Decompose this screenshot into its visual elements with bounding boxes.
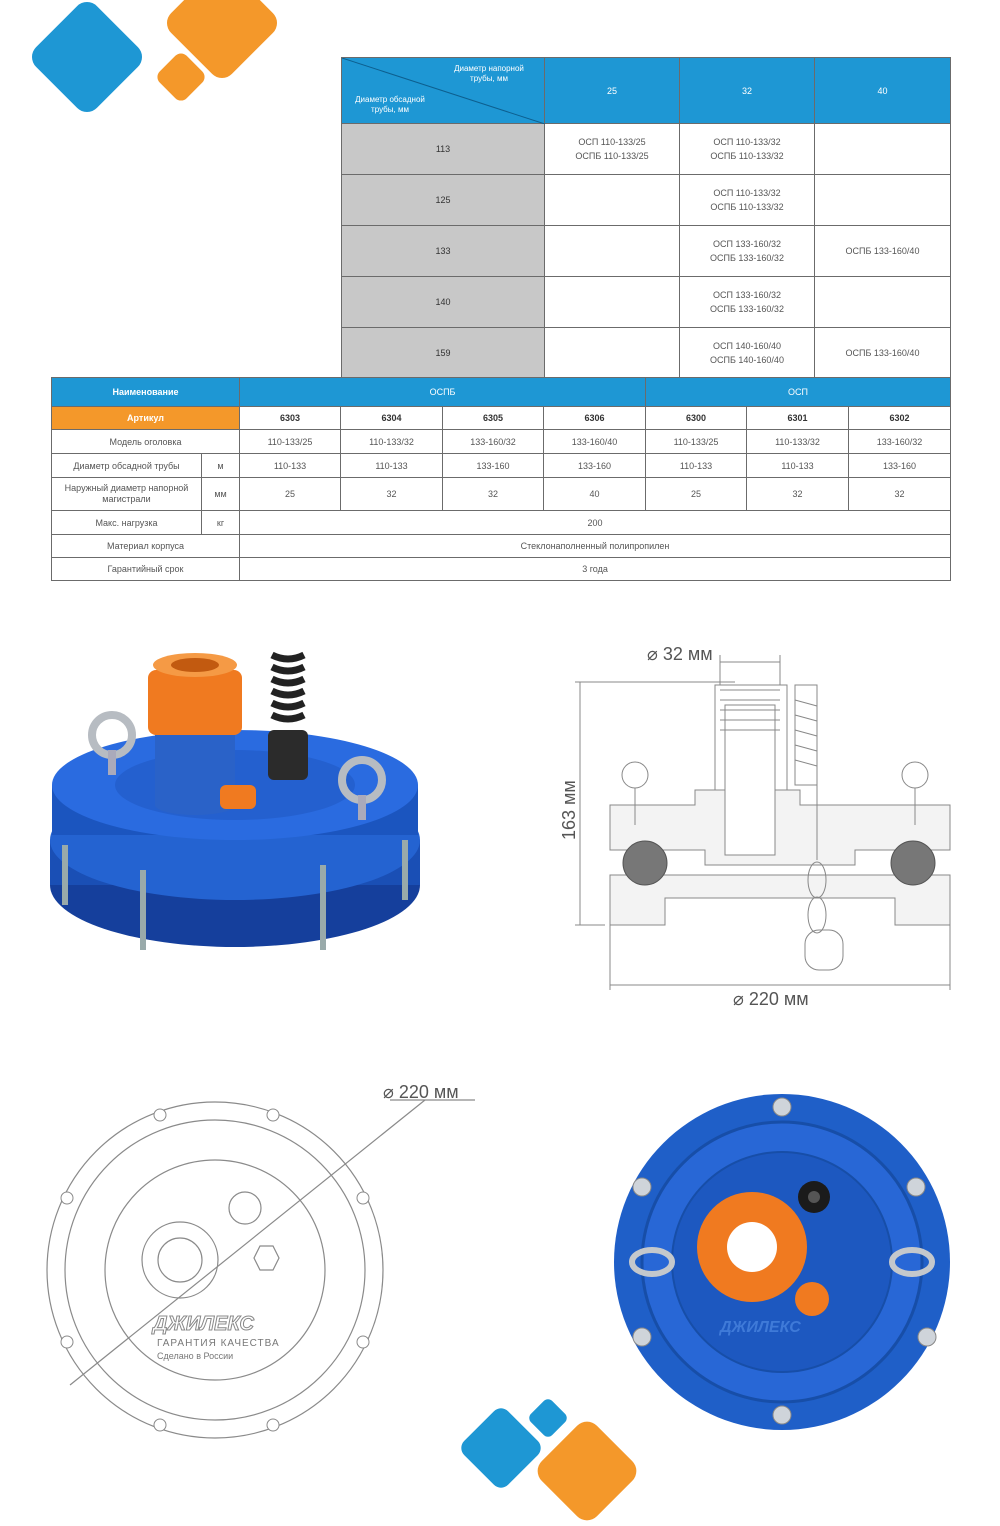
product-photo-perspective [40, 635, 430, 965]
table-row [342, 175, 951, 226]
column-header: 32 [680, 58, 815, 124]
corner-bottom-label: Диаметр обсадной трубы, мм [355, 95, 425, 114]
name-header: Наименование [52, 378, 240, 407]
table-cell: 133-160 [544, 454, 646, 478]
dim-top-label: ⌀ 32 мм [647, 644, 713, 664]
table-cell: ОСП 110-133/25 ОСПБ 110-133/25 [545, 124, 680, 175]
table-cell: 110-133 [646, 454, 747, 478]
table-cell: 32 [341, 478, 443, 511]
row-label: Диаметр обсадной трубы [52, 454, 202, 478]
table-cell: 32 [747, 478, 849, 511]
table-cell: 133-160 [849, 454, 951, 478]
article-cell: 6303 [240, 407, 341, 430]
table-corner-cell [342, 58, 545, 124]
table-row [52, 535, 951, 558]
row-label: 140 [342, 277, 545, 328]
table-cell [815, 277, 951, 328]
table-row [52, 511, 951, 535]
table-row [52, 454, 951, 478]
table-row [342, 328, 951, 379]
table-cell: ОСПБ 133-160/40 [815, 328, 951, 379]
table-cell: ОСПБ 133-160/40 [815, 226, 951, 277]
side-section-drawing [555, 640, 960, 1020]
brand-wordmark-outline: ДЖИЛЕКС [153, 1313, 254, 1335]
table-cell: 3 года [240, 558, 951, 581]
table-cell: ОСП 133-160/32 ОСПБ 133-160/32 [680, 277, 815, 328]
row-label: 159 [342, 328, 545, 379]
article-cell: 6300 [646, 407, 747, 430]
article-cell: 6301 [747, 407, 849, 430]
table-cell: 110-133 [341, 454, 443, 478]
dim-bottom-label: ⌀ 220 мм [733, 989, 809, 1009]
row-label: 125 [342, 175, 545, 226]
column-header: 25 [545, 58, 680, 124]
table-cell: 133-160/32 [849, 430, 951, 454]
article-cell: 6305 [443, 407, 544, 430]
table-cell [545, 277, 680, 328]
group-header-ospb: ОСПБ [240, 378, 646, 407]
spec-table [51, 377, 951, 581]
corner-top-label: Диаметр напорной трубы, мм [454, 64, 524, 83]
table-cell: ОСП 133-160/32 ОСПБ 133-160/32 [680, 226, 815, 277]
row-label: Модель оголовка [52, 430, 240, 454]
table-cell [545, 226, 680, 277]
row-label: Материал корпуса [52, 535, 240, 558]
table-cell: 110-133/32 [341, 430, 443, 454]
product-photo-top [612, 1092, 952, 1432]
table-cell [545, 175, 680, 226]
column-header: 40 [815, 58, 951, 124]
table-cell: ОСП 110-133/32 ОСПБ 110-133/32 [680, 124, 815, 175]
brand-embossed: ДЖИЛЕКС [720, 1319, 801, 1336]
table-cell: 25 [240, 478, 341, 511]
article-cell: 6306 [544, 407, 646, 430]
table-cell: 133-160/40 [544, 430, 646, 454]
table-cell [815, 124, 951, 175]
table-cell: 110-133/25 [240, 430, 341, 454]
made-in-label: Сделано в России [157, 1351, 234, 1361]
row-unit: кг [202, 511, 240, 535]
table-cell: 200 [240, 511, 951, 535]
top-view-drawing [45, 1080, 485, 1440]
table-row [342, 277, 951, 328]
article-cell: 6302 [849, 407, 951, 430]
table-row [342, 124, 951, 175]
row-unit: м [202, 454, 240, 478]
table-row [52, 558, 951, 581]
table-row [52, 430, 951, 454]
article-header: Артикул [52, 407, 240, 430]
table-cell [545, 328, 680, 379]
table-cell: Стеклонаполненный полипропилен [240, 535, 951, 558]
row-label: Гарантийный срок [52, 558, 240, 581]
table-cell [815, 175, 951, 226]
row-label: 133 [342, 226, 545, 277]
row-label: Наружный диаметр напорной магистрали [52, 478, 202, 511]
dim-height-label: 163 мм [559, 780, 579, 840]
top-dim-label: ⌀ 220 мм [383, 1082, 459, 1102]
table-row [52, 478, 951, 511]
row-label: 113 [342, 124, 545, 175]
row-unit: мм [202, 478, 240, 511]
brand-tagline: ГАРАНТИЯ КАЧЕСТВА [157, 1338, 280, 1349]
table-cell: 110-133 [240, 454, 341, 478]
table-cell: 133-160 [443, 454, 544, 478]
table-cell: 110-133 [747, 454, 849, 478]
table-cell: ОСП 140-160/40 ОСПБ 140-160/40 [680, 328, 815, 379]
table-cell: 133-160/32 [443, 430, 544, 454]
table-cell: 25 [646, 478, 747, 511]
table-cell: ОСП 110-133/32 ОСПБ 110-133/32 [680, 175, 815, 226]
table-cell: 32 [443, 478, 544, 511]
table-cell: 32 [849, 478, 951, 511]
row-label: Макс. нагрузка [52, 511, 202, 535]
table-cell: 110-133/32 [747, 430, 849, 454]
table-row [342, 226, 951, 277]
article-cell: 6304 [341, 407, 443, 430]
compatibility-table [341, 57, 951, 379]
table-cell: 110-133/25 [646, 430, 747, 454]
table-cell: 40 [544, 478, 646, 511]
group-header-osp: ОСП [646, 378, 951, 407]
